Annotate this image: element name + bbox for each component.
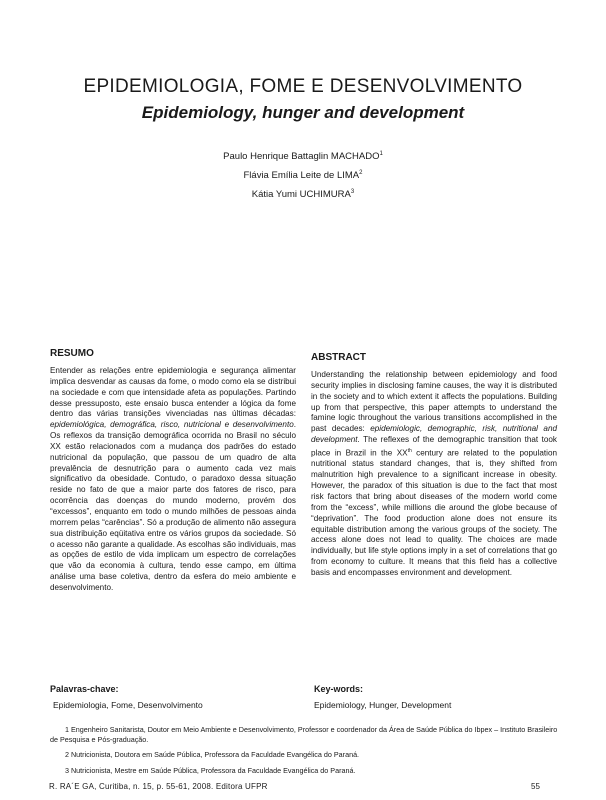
abstract-paragraph: [311, 370, 557, 579]
resumo-emphasis: epidemiológica, demográfica, risco, nutricional e desenvolvimento: [50, 420, 294, 430]
abstract-text: . The reflexes of the demographic transition that took place in Brazil in the XX: [311, 435, 557, 458]
abstract-keywords: Epidemiology, Hunger, Development: [314, 700, 452, 710]
author-2: [0, 170, 606, 181]
abstract-heading: ABSTRACT: [311, 352, 366, 363]
page-number: 55: [531, 782, 540, 791]
abstract-superscript: th: [407, 447, 412, 454]
abstract-text: Understanding the relationship between epidemiology and food security implies in disclosing famine causes, the way it is distributed in the society and to which extent it affects the populations. Building up from that perspective, this paper attempts to understand the famine logic throughout the various transitions accomplished in the past decades:: [311, 370, 557, 434]
footnote-3: 3 Nutricionista, Mestre em Saúde Pública, Professora da Faculdade Evangélica do Paraná.: [65, 766, 356, 775]
abstract-body: [311, 370, 557, 579]
resumo-text: . Os reflexos da transição demográfica ocorrida no Brasil no século XX estão relacionados com a mudança dos padrões do estado nutricional da população, que passou de um quadro de alta prevalência de desnutrição para o aumento cada vez mais significativo da obesidade. Contudo, o paradoxo dessa situação reside no fato de que a maior parte dos fatores de risco, para ocorrência das doenças do mundo moderno, provém dos “excessos”, enquanto em todo o mundo milhões de pessoas ainda morrem pelas “carências”. Só a produção de alimento não assegura sua distribuição eqüitativa entre os vários grupos da sociedade. Só o acesso não garante a qualidade. As escolhas são individuais, mas as opções de estilo de vida implicam um espectro de correlações que vão da economia à cultura, tendo esse campo, em última análise uma base coletiva, dentro da esfera do meio ambiente e desenvolvimento.: [50, 420, 296, 592]
author-footnote-mark: 1: [379, 151, 383, 157]
resumo-paragraph: [50, 366, 296, 594]
abstract-text: century are related to the population nutritional status standard changes, that is, they shifted from malnutrition high prevalence to a significant increase in obesity. However, the paradox of this situation is due to the fact that most risk factors that bring about diseases of the modern world come from the “excess”, while millions die around the globe because of “deprivation”. The food production alone does not ensure its equitable distribution among the various groups of the society. The access alone does not lead to quality. The choices are made individually, but life style options imply in a set of correlations that go from economy to culture. It means that this field has a collective basis and encompasses environment and development.: [311, 448, 557, 577]
author-1: [0, 151, 606, 162]
resumo-keywords-label: Palavras-chave:: [50, 684, 119, 694]
article-title: EPIDEMIOLOGIA, FOME E DESENVOLVIMENTO: [83, 76, 523, 97]
abstract-keywords-label: Key-words:: [314, 684, 364, 694]
author-name: Flávia Emília Leite de LIMA: [243, 170, 360, 182]
footnote-2: 2 Nutricionista, Doutora em Saúde Pública, Professora da Faculdade Evangélica do Paraná.: [65, 750, 360, 759]
resumo-heading: RESUMO: [50, 348, 94, 359]
resumo-text: Entender as relações entre epidemiologia e segurança alimentar implica desvendar as causas da fome, o modo como ela se distribui na sociedade e com que intensidade afeta as populações. Partindo desse pressuposto, este ensaio busca entender a lógica da fome dentro das várias transições vivenciadas nas últimas décadas:: [50, 366, 296, 419]
author-footnote-mark: 2: [359, 170, 363, 176]
author-name: Kátia Yumi UCHIMURA: [251, 189, 351, 201]
abstract-emphasis: epidemiologic, demographic, risk, nutritional and development: [311, 424, 557, 445]
author-footnote-mark: 3: [350, 189, 355, 195]
author-name: Paulo Henrique Battaglin MACHADO: [223, 151, 380, 163]
journal-citation: R. RA´E GA, Curitiba, n. 15, p. 55-61, 2008. Editora UFPR: [49, 782, 268, 791]
author-3: [0, 189, 606, 200]
resumo-body: [50, 366, 296, 594]
resumo-keywords: Epidemiologia, Fome, Desenvolvimento: [53, 700, 203, 710]
footnote-1: 1 Engenheiro Sanitarista, Doutor em Meio Ambiente e Desenvolvimento, Professor e coordenador da Área de Saúde Pública do Ibpex – Instituto Brasileiro de Pesquisa e Pós-graduação.: [50, 725, 558, 744]
article-subtitle: Epidemiology, hunger and development: [141, 103, 465, 122]
